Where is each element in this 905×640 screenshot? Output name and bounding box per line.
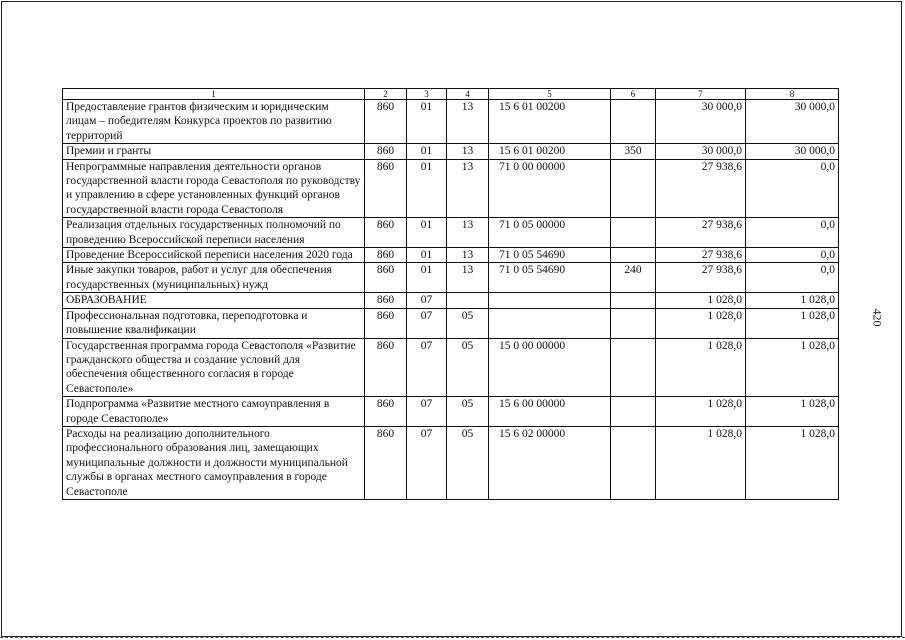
grbs-cell: 860 [365, 263, 407, 293]
grbs-cell: 860 [365, 159, 407, 218]
amount-cell: 0,0 [746, 218, 839, 248]
subsection-cell: 13 [447, 159, 489, 218]
table-row [63, 100, 839, 144]
target-article-cell: 71 0 05 00000 [489, 218, 611, 248]
table-body [63, 100, 839, 500]
section-cell: 01 [407, 263, 447, 293]
table-row [63, 426, 839, 499]
amount-cell: 27 938,6 [656, 218, 746, 248]
amount-cell: 1 028,0 [656, 338, 746, 397]
grbs-cell: 860 [365, 308, 407, 338]
header-cell: 2 [365, 89, 407, 100]
target-article-cell: 15 6 02 00000 [489, 426, 611, 499]
row-name-cell: Профессиональная подготовка, переподготовка и повышение квалификации [63, 308, 365, 338]
header-cell: 5 [489, 89, 611, 100]
target-article-cell: 71 0 00 00000 [489, 159, 611, 218]
table-row [63, 263, 839, 293]
row-name-cell: ОБРАЗОВАНИЕ [63, 293, 365, 308]
row-name-cell: Иные закупки товаров, работ и услуг для обеспечения государственных (муниципальных) нужд [63, 263, 365, 293]
subsection-cell: 05 [447, 308, 489, 338]
expense-type-cell [611, 218, 656, 248]
subsection-cell: 13 [447, 248, 489, 263]
row-name-cell: Предоставление грантов физическим и юридическим лицам – победителям Конкурса проектов по развитию территорий [63, 100, 365, 144]
grbs-cell: 860 [365, 293, 407, 308]
table-row [63, 293, 839, 308]
row-name-cell: Государственная программа города Севастополя «Развитие гражданского общества и создание условий для обеспечения общественного согласия в городе Севастополе» [63, 338, 365, 397]
table-row [63, 159, 839, 218]
table-row [63, 338, 839, 397]
amount-cell: 1 028,0 [746, 308, 839, 338]
subsection-cell: 13 [447, 263, 489, 293]
grbs-cell: 860 [365, 397, 407, 427]
amount-cell: 1 028,0 [656, 293, 746, 308]
header-cell: 7 [656, 89, 746, 100]
amount-cell: 30 000,0 [656, 144, 746, 159]
row-name-cell: Подпрограмма «Развитие местного самоуправления в городе Севастополе» [63, 397, 365, 427]
amount-cell: 27 938,6 [656, 263, 746, 293]
expense-type-cell [611, 397, 656, 427]
target-article-cell: 71 0 05 54690 [489, 248, 611, 263]
row-name-cell: Непрограммные направления деятельности органов государственной власти города Севастополя по руководству и управлению в сфере установленных функций органов государственной власти города Севастополя [63, 159, 365, 218]
budget-table [62, 88, 839, 500]
row-name-cell: Реализация отдельных государственных полномочий по проведению Всероссийской переписи населения [63, 218, 365, 248]
grbs-cell: 860 [365, 100, 407, 144]
section-cell: 01 [407, 144, 447, 159]
section-cell: 07 [407, 338, 447, 397]
target-article-cell [489, 308, 611, 338]
target-article-cell [489, 293, 611, 308]
target-article-cell: 15 6 00 00000 [489, 397, 611, 427]
table-row [63, 397, 839, 427]
section-cell: 01 [407, 218, 447, 248]
amount-cell: 30 000,0 [746, 100, 839, 144]
amount-cell: 1 028,0 [746, 293, 839, 308]
header-cell: 6 [611, 89, 656, 100]
expense-type-cell: 350 [611, 144, 656, 159]
subsection-cell: 05 [447, 426, 489, 499]
table-row [63, 308, 839, 338]
amount-cell: 1 028,0 [656, 308, 746, 338]
section-cell: 01 [407, 159, 447, 218]
section-cell: 07 [407, 293, 447, 308]
grbs-cell: 860 [365, 248, 407, 263]
header-cell: 3 [407, 89, 447, 100]
header-cell: 1 [63, 89, 365, 100]
amount-cell: 1 028,0 [746, 426, 839, 499]
amount-cell: 1 028,0 [746, 338, 839, 397]
header-cell: 4 [447, 89, 489, 100]
amount-cell: 0,0 [746, 159, 839, 218]
expense-type-cell [611, 338, 656, 397]
target-article-cell: 15 6 01 00200 [489, 100, 611, 144]
header-cell: 8 [746, 89, 839, 100]
amount-cell: 0,0 [746, 248, 839, 263]
section-cell: 01 [407, 248, 447, 263]
grbs-cell: 860 [365, 338, 407, 397]
table-row [63, 144, 839, 159]
section-cell: 07 [407, 397, 447, 427]
amount-cell: 27 938,6 [656, 248, 746, 263]
amount-cell: 1 028,0 [746, 397, 839, 427]
target-article-cell: 15 0 00 00000 [489, 338, 611, 397]
grbs-cell: 860 [365, 426, 407, 499]
amount-cell: 1 028,0 [656, 397, 746, 427]
table-row [63, 248, 839, 263]
section-cell: 07 [407, 308, 447, 338]
row-name-cell: Расходы на реализацию дополнительного профессионального образования лиц, замещающих муниципальные должности и должности муниципальной службы в органах местного самоуправления в городе Севастополе [63, 426, 365, 499]
subsection-cell [447, 293, 489, 308]
section-cell: 07 [407, 426, 447, 499]
expense-type-cell: 240 [611, 263, 656, 293]
amount-cell: 1 028,0 [656, 426, 746, 499]
section-cell: 01 [407, 100, 447, 144]
amount-cell: 30 000,0 [656, 100, 746, 144]
header-row [63, 89, 839, 100]
expense-type-cell [611, 293, 656, 308]
expense-type-cell [611, 100, 656, 144]
subsection-cell: 13 [447, 100, 489, 144]
page-number: 420 [870, 308, 885, 327]
expense-type-cell [611, 159, 656, 218]
subsection-cell: 05 [447, 338, 489, 397]
target-article-cell: 15 6 01 00200 [489, 144, 611, 159]
target-article-cell: 71 0 05 54690 [489, 263, 611, 293]
amount-cell: 0,0 [746, 263, 839, 293]
expense-type-cell [611, 426, 656, 499]
amount-cell: 30 000,0 [746, 144, 839, 159]
grbs-cell: 860 [365, 144, 407, 159]
grbs-cell: 860 [365, 218, 407, 248]
row-name-cell: Премии и гранты [63, 144, 365, 159]
expense-type-cell [611, 248, 656, 263]
table-row [63, 218, 839, 248]
row-name-cell: Проведение Всероссийской переписи населения 2020 года [63, 248, 365, 263]
subsection-cell: 13 [447, 218, 489, 248]
amount-cell: 27 938,6 [656, 159, 746, 218]
page-bottom-edge [0, 637, 905, 638]
expense-type-cell [611, 308, 656, 338]
subsection-cell: 13 [447, 144, 489, 159]
subsection-cell: 05 [447, 397, 489, 427]
